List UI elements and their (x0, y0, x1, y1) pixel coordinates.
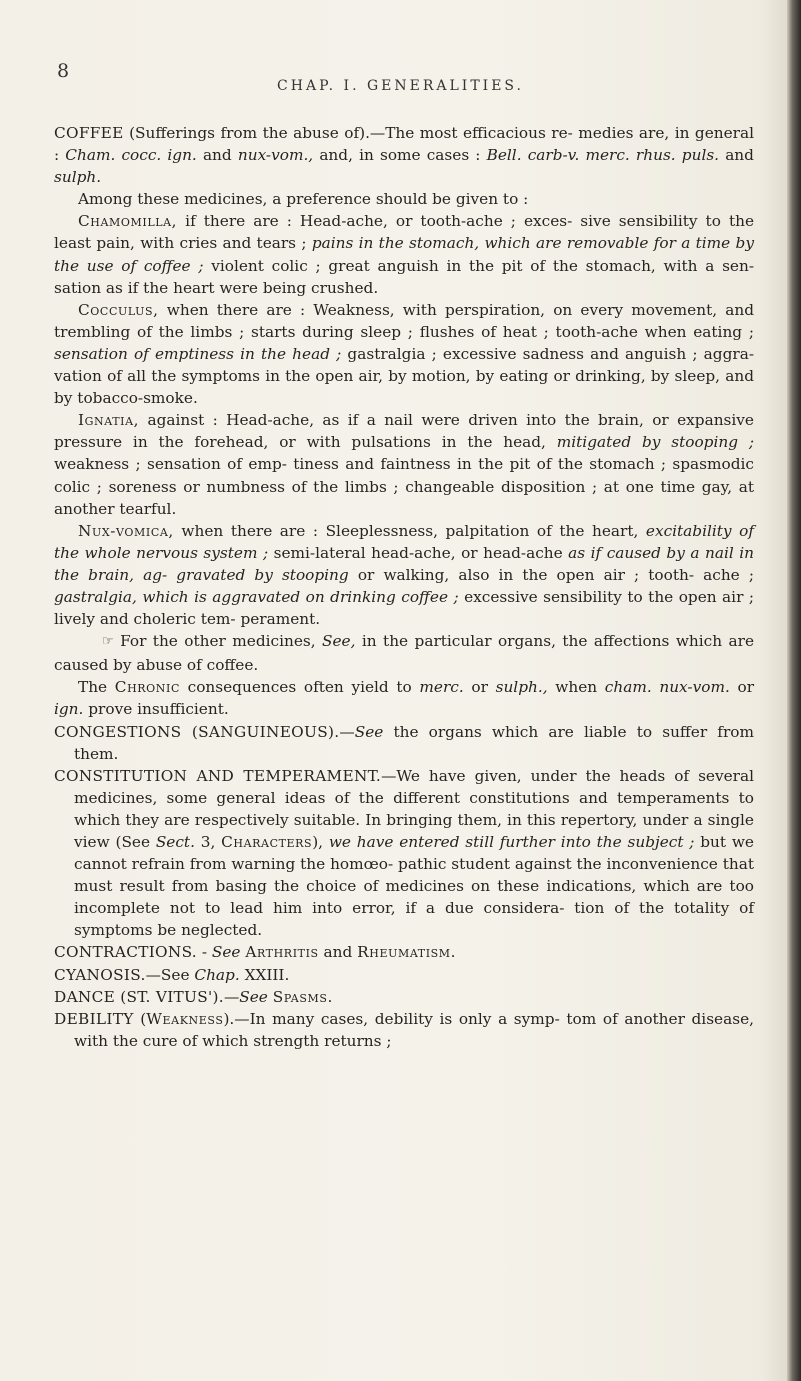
remedy-name: Nux-vomica, (78, 521, 174, 540)
remedy-list: Bell. carb-v. merc. rhus. puls. (486, 146, 720, 165)
remedy-name: Ignatia, (78, 411, 140, 430)
entry-heading: CONGESTIONS (SANGUINEOUS). (54, 722, 340, 741)
entry-heading: CONSTITUTION AND TEMPERAMENT. (54, 766, 382, 785)
chronic-paragraph: The Chronic consequences often yield to merc. or sulph., when cham. nux-vom. or ign. prove insufficient. (54, 678, 755, 719)
entry-heading: COFFEE (54, 124, 124, 142)
remedy-list: sulph. (54, 168, 102, 187)
page-body (54, 122, 754, 1052)
entry-contractions: CONTRACTIONS. - See Arthritis and Rheumatism. (54, 943, 457, 962)
remedy-paragraph-chamomilla: Chamomilla, if there are : Head-ache, or tooth-ache ; exces- sive sensibility to the least pain, with cries and tears ; pains in the stomach, which are removable for a time by the use of coffee ; violent colic ; great anguish in the pit of the stomach, with a sen- sation as if the heart were being crushed. (54, 212, 754, 297)
paragraph: Among these medicines, a preference should be given to : (78, 190, 529, 209)
remedy-paragraph-ignatia: Ignatia, against : Head-ache, as if a nail were driven into the brain, or expansive pressure in the forehead, or with pulsations in the head, mitigated by stooping ; weakness ; sensation of emp- tiness and faintness in the pit of the stomach ; spasmodic colic ; soreness or numbness of the limbs ; changeable disposition ; at one time gay, at another tearful. (54, 411, 754, 518)
running-head: CHAP. I. GENERALITIES. (277, 78, 524, 94)
entry-cyanosis: CYANOSIS.—See Chap. XXIII. (54, 965, 290, 984)
page-edge-shadow (787, 0, 801, 1381)
entry-heading: DEBILITY (54, 1009, 134, 1028)
entry-dance: DANCE (ST. VITUS').—See Spasms. (54, 987, 333, 1006)
see-also-paragraph: ☞ For the other medicines, See, in the particular organs, the affections which are caused by abuse of coffee. (54, 632, 754, 675)
remedy-list: Cham. cocc. ign. (65, 146, 197, 165)
entry-debility: DEBILITY (Weakness).—In many cases, debility is only a symp- tom of another disease, with the cure of which strength returns ; (54, 1009, 754, 1050)
entry-congestions: CONGESTIONS (SANGUINEOUS).—See the organs which are liable to suffer from them. (54, 722, 754, 763)
remedy-paragraph-cocculus: Cocculus, when there are : Weakness, with perspiration, on every movement, and trembling of the limbs ; starts during sleep ; flushes of heat ; tooth-ache when eating ; sensation of emptiness in the head ; gastralgia ; excessive sadness and anguish ; aggra- vation of all the symptoms in the open air, by motion, by eating or drinking, by sleep, and by tobacco-smoke. (54, 300, 754, 408)
entry-coffee: COFFEE (Sufferings from the abuse of).—The most efficacious re- medies are, in general : Cham. cocc. ign. and nux-vom., and, in some cases : Bell. carb-v. merc. rhus. puls. and sulph. (54, 124, 754, 187)
entry-constitution: CONSTITUTION AND TEMPERAMENT.—We have given, under the heads of several medicines, some general ideas of the different constitutions and temperaments to which they are respectively suitable. In bringing them, in this repertory, under a single view (See Sect. 3, Characters), we have entered still further into the subject ; but we cannot refrain from warning the homœo- pathic student against the inconvenience that must result from basing the choice of medicines on these indications, which are too incomplete not to lead him into error, if a due considera- tion of the totality of symptoms be neglected. (54, 766, 754, 940)
remedy-name: Chamomilla, (78, 212, 178, 231)
page-number: 8 (57, 60, 70, 82)
entry-heading: CONTRACTIONS. (54, 943, 197, 962)
pointing-hand-icon: ☞ (102, 634, 114, 650)
entry-heading: DANCE (ST. VITUS'). (54, 987, 224, 1006)
remedy-paragraph-nux-vomica: Nux-vomica, when there are : Sleeplessness, palpitation of the heart, excitability of the whole nervous system ; semi-lateral head-ache, or head-ache as if caused by a nail in the brain, ag- gravated by stooping or walking, also in the open air ; tooth- ache ; gastralgia, which is aggravated on drinking coffee ; excessive sensibility to the open air ; lively and choleric tem- perament. (54, 521, 754, 629)
remedy-name: Cocculus, (78, 300, 159, 319)
remedy-list: nux-vom., (237, 146, 314, 165)
entry-heading: CYANOSIS. (54, 965, 146, 984)
